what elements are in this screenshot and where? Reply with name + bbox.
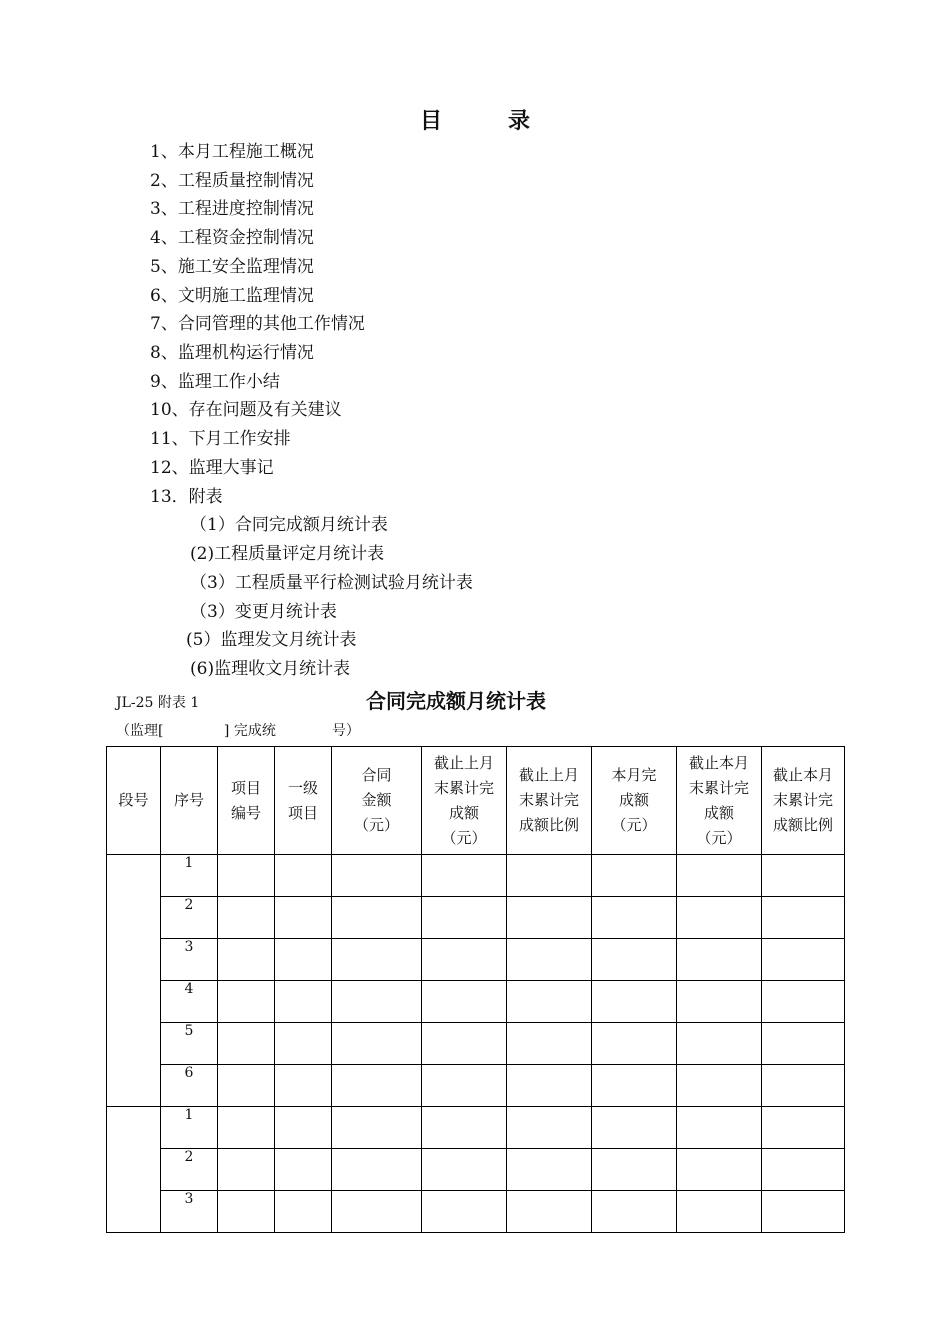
column-header: 截止上月 末累计完 成额 （元） [422, 747, 507, 855]
empty-cell [275, 981, 332, 1023]
empty-cell [218, 1023, 275, 1065]
empty-cell [677, 855, 762, 897]
table-row [107, 1023, 845, 1065]
sequence-number: 6 [161, 1065, 218, 1107]
empty-cell [507, 855, 592, 897]
empty-cell [275, 1107, 332, 1149]
table-row [107, 1149, 845, 1191]
table-row [107, 1065, 845, 1107]
empty-cell [218, 1107, 275, 1149]
table-header-row [107, 747, 845, 855]
empty-cell [332, 1149, 422, 1191]
empty-cell [218, 1191, 275, 1233]
empty-cell [275, 855, 332, 897]
empty-cell [332, 939, 422, 981]
toc-item: （3）工程质量平行检测试验月统计表 [190, 572, 473, 593]
empty-cell [592, 1191, 677, 1233]
empty-cell [422, 1107, 507, 1149]
empty-cell [422, 1023, 507, 1065]
column-header: 截止上月 末累计完 成额比例 [507, 747, 592, 855]
empty-cell [275, 1191, 332, 1233]
empty-cell [218, 1065, 275, 1107]
table-row [107, 1191, 845, 1233]
empty-cell [332, 1191, 422, 1233]
empty-cell [332, 1065, 422, 1107]
empty-cell [592, 1107, 677, 1149]
toc-item: 11、下月工作安排 [150, 429, 291, 450]
table-title: 合同完成额月统计表 [366, 689, 546, 713]
empty-cell [507, 939, 592, 981]
empty-cell [507, 1065, 592, 1107]
sequence-number: 4 [161, 981, 218, 1023]
table-row [107, 855, 845, 897]
empty-cell [422, 981, 507, 1023]
toc-item: （1）合同完成额月统计表 [190, 515, 388, 536]
toc-item: 3、工程进度控制情况 [150, 199, 314, 220]
empty-cell [677, 939, 762, 981]
table-subtitle: （监理[ ] 完成统 号） [116, 723, 360, 739]
empty-cell [275, 897, 332, 939]
table-body [107, 855, 845, 1233]
empty-cell [422, 1149, 507, 1191]
empty-cell [507, 981, 592, 1023]
table-row [107, 939, 845, 981]
empty-cell [275, 1023, 332, 1065]
empty-cell [677, 1107, 762, 1149]
column-header: 一级 项目 [275, 747, 332, 855]
empty-cell [762, 939, 845, 981]
empty-cell [507, 1191, 592, 1233]
toc-item: 9、监理工作小结 [150, 371, 280, 392]
empty-cell [592, 939, 677, 981]
empty-cell [592, 897, 677, 939]
empty-cell [332, 1107, 422, 1149]
empty-cell [275, 1065, 332, 1107]
empty-cell [762, 981, 845, 1023]
sequence-number: 2 [161, 1149, 218, 1191]
empty-cell [762, 1149, 845, 1191]
empty-cell [762, 1107, 845, 1149]
table-row [107, 1107, 845, 1149]
empty-cell [218, 1149, 275, 1191]
toc-item: 8、监理机构运行情况 [150, 343, 314, 364]
empty-cell [332, 981, 422, 1023]
toc-item: 10、存在问题及有关建议 [150, 400, 342, 421]
column-header: 截止本月 末累计完 成额比例 [762, 747, 845, 855]
toc-item: (2)工程质量评定月统计表 [190, 544, 385, 565]
toc-title: 目 录 [419, 108, 552, 134]
toc-item: 13．附表 [150, 486, 223, 507]
sequence-number: 3 [161, 939, 218, 981]
empty-cell [762, 1191, 845, 1233]
empty-cell [332, 855, 422, 897]
empty-cell [762, 855, 845, 897]
toc-item: 5、施工安全监理情况 [150, 256, 314, 277]
toc-item: 1、本月工程施工概况 [150, 142, 314, 162]
empty-cell [677, 981, 762, 1023]
form-code: JL-25 附表 1 [116, 695, 200, 711]
empty-cell [422, 1065, 507, 1107]
toc-item: 6、文明施工监理情况 [150, 285, 314, 306]
contract-completion-table [106, 746, 845, 1233]
column-header: 本月完 成额 （元） [592, 747, 677, 855]
empty-cell [507, 1149, 592, 1191]
toc-item: （3）变更月统计表 [190, 601, 337, 622]
sequence-number: 2 [161, 897, 218, 939]
empty-cell [677, 1065, 762, 1107]
empty-cell [218, 897, 275, 939]
empty-cell [275, 1149, 332, 1191]
column-header: 段号 [107, 747, 161, 855]
empty-cell [218, 939, 275, 981]
empty-cell [677, 1191, 762, 1233]
empty-cell [762, 897, 845, 939]
sequence-number: 3 [161, 1191, 218, 1233]
empty-cell [422, 855, 507, 897]
empty-cell [422, 939, 507, 981]
table-row [107, 981, 845, 1023]
empty-cell [507, 897, 592, 939]
empty-cell [677, 1023, 762, 1065]
empty-cell [422, 897, 507, 939]
column-header: 合同 金额 （元） [332, 747, 422, 855]
empty-cell [275, 939, 332, 981]
sequence-number: 5 [161, 1023, 218, 1065]
column-header: 截止本月 末累计完 成额 （元） [677, 747, 762, 855]
empty-cell [762, 1023, 845, 1065]
empty-cell [507, 1107, 592, 1149]
toc-item: 4、工程资金控制情况 [150, 228, 314, 249]
column-header: 序号 [161, 747, 218, 855]
empty-cell [422, 1191, 507, 1233]
empty-cell [332, 897, 422, 939]
toc-item: 2、工程质量控制情况 [150, 170, 314, 191]
empty-cell [332, 1023, 422, 1065]
empty-cell [218, 855, 275, 897]
empty-cell [592, 1149, 677, 1191]
toc-item: (5）监理发文月统计表 [186, 630, 357, 651]
toc-item: 12、监理大事记 [150, 457, 274, 478]
sequence-number: 1 [161, 855, 218, 897]
empty-cell [677, 1149, 762, 1191]
empty-cell [592, 1023, 677, 1065]
toc-item: 7、合同管理的其他工作情况 [150, 314, 365, 335]
segment-cell [107, 855, 161, 1107]
sequence-number: 1 [161, 1107, 218, 1149]
empty-cell [677, 897, 762, 939]
segment-cell [107, 1107, 161, 1233]
empty-cell [592, 1065, 677, 1107]
table-row [107, 897, 845, 939]
empty-cell [218, 981, 275, 1023]
empty-cell [762, 1065, 845, 1107]
toc-item: (6)监理收文月统计表 [190, 658, 351, 679]
empty-cell [592, 981, 677, 1023]
empty-cell [507, 1023, 592, 1065]
column-header: 项目 编号 [218, 747, 275, 855]
empty-cell [592, 855, 677, 897]
